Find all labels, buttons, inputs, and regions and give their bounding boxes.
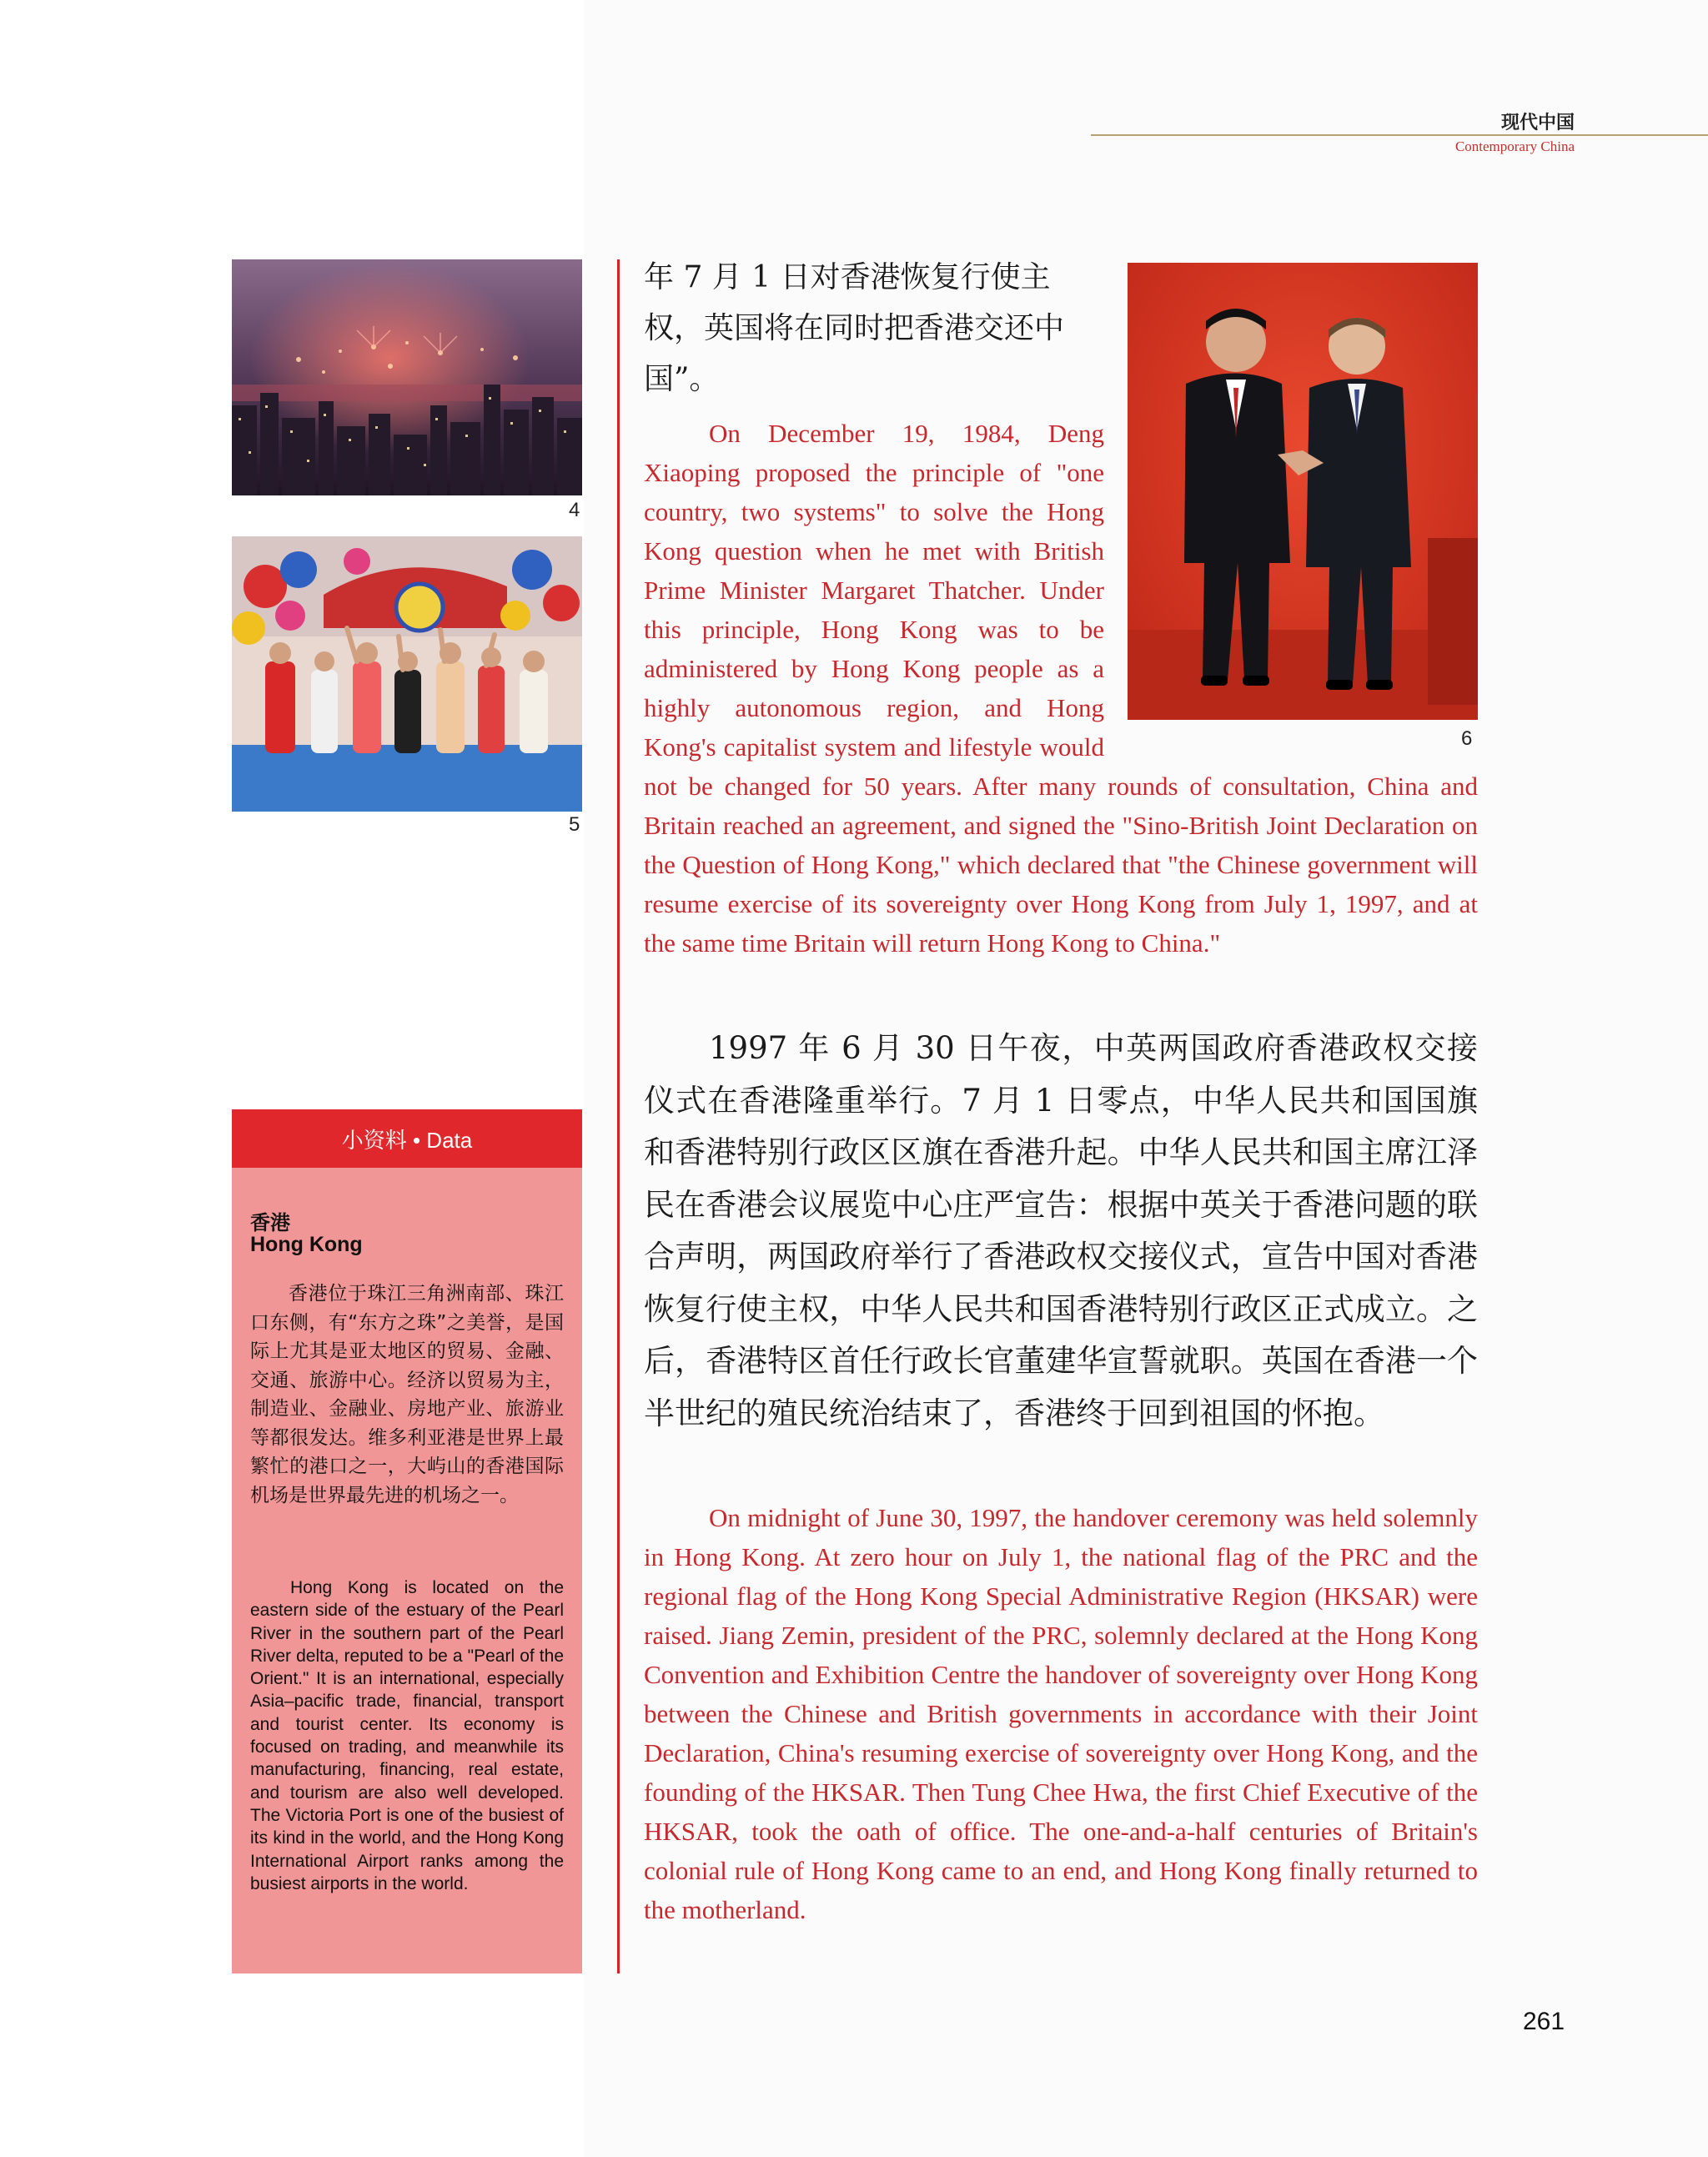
column-divider	[617, 259, 620, 1973]
figure-number-4: 4	[569, 499, 580, 521]
data-sidebar-box	[232, 1109, 582, 1973]
photo-handover-handshake	[1128, 263, 1478, 720]
figure-number-6: 6	[1461, 727, 1473, 750]
paragraph-cn-1997: 1997 年 6 月 30 日午夜，中英两国政府香港政权交接仪式在香港隆重举行。7 月 1 日零点，中华人民共和国国旗和香港特别行政区区旗在香港升起。中华人民共和国主席江泽民在香港会议展览中心庄严宣告：根据中英关于香港问题的联合声明，两国政府举行了香港政权交接仪式，宣告中国对香港恢复行使主权，中华人民共和国香港特别行政区正式成立。之后，香港特区首任行政长官董建华宣誓就职。英国在香港一个半世纪的殖民统治结束了，香港终于回到祖国的怀抱。	[644, 1030, 1478, 1431]
databox-title-cn: 香港	[250, 1211, 290, 1234]
paragraph-en-1997: On midnight of June 30, 1997, the handover ceremony was held solemnly in Hong Kong. At zero hour on July 1, the national flag of the PRC and the regional flag of the Hong Kong Special Administrative Region (HKSAR) were raised. Jiang Zemin, president of the PRC, solemnly declared at the Hong Kong Convention and Exhibition Centre the handover of sovereignty over Hong Kong between the Chinese and British governments in accordance with their Joint Declaration, China's resuming exercise of sovereignty over Hong Kong, and the founding of the HKSAR. Then Tung Chee Hwa, the first Chief Executive of the HKSAR, took the oath of office. The one-and-a-half centuries of Britain's colonial rule of Hong Kong came to an end, and Hong Kong finally returned to the motherland.	[644, 1503, 1478, 1924]
databox-header: 小资料 • Data	[232, 1109, 582, 1168]
databox-body-en: Hong Kong is located on the eastern side of the estuary of the Pearl River in the southern part of the Pearl River delta, reputed to be a "Pearl of the Orient." It is an international, especially Asia–pacific trade, financial, transport and tourist center. Its economy is focused on trading, and meanwhile its manufacturing, financing, real estate, and tourism are also well developed. The Victoria Port is one of the busiest of its kind in the world, and the Hong Kong International Airport ranks among the busiest airports in the world.	[250, 1578, 564, 1893]
photo-hong-kong-fireworks	[232, 259, 582, 495]
databox-body-cn: 香港位于珠江三角洲南部、珠江口东侧，有“东方之珠”之美誉，是国际上尤其是亚太地区的贸易、金融、交通、旅游中心。经济以贸易为主，制造业、金融业、房地产业、旅游业等都很发达。维多利亚港是世界上最繁忙的港口之一，大屿山的香港国际机场是世界最先进的机场之一。	[250, 1283, 564, 1506]
section-title-cn: 现代中国	[1500, 113, 1575, 133]
paragraph-en-1984-text: On December 19, 1984, Deng Xiaoping proposed the principle of "one country, two systems" to solve the Hong Kong question when he met with British Prime Minister Margaret Thatcher. Under this principle, Hong Kong was to be administered by Hong Kong people as a highly autonomous region, and Hong Kong's capitalist system and lifestyle would not be changed for 50 years. After many rounds of consultation, China and Britain reached an agreement, and signed the "Sino-British Joint Declaration on the Question of Hong Kong," which declared that "the Chinese government will resume exercise of its sovereignty over Hong Kong from July 1, 1997, and at the same time Britain will return Hong Kong to China."	[644, 419, 1478, 958]
paragraph-cn-continued: 年 7 月 1 日对香港恢复行使主权，英国将在同时把香港交还中国”。	[644, 260, 1065, 396]
databox-title-en: Hong Kong	[250, 1233, 363, 1256]
header-rule	[1091, 134, 1708, 136]
photo-celebration-crowd	[232, 536, 582, 812]
section-title-en: Contemporary China	[1454, 138, 1575, 154]
page-number: 261	[1523, 2008, 1565, 2035]
figure-number-5: 5	[569, 813, 580, 836]
